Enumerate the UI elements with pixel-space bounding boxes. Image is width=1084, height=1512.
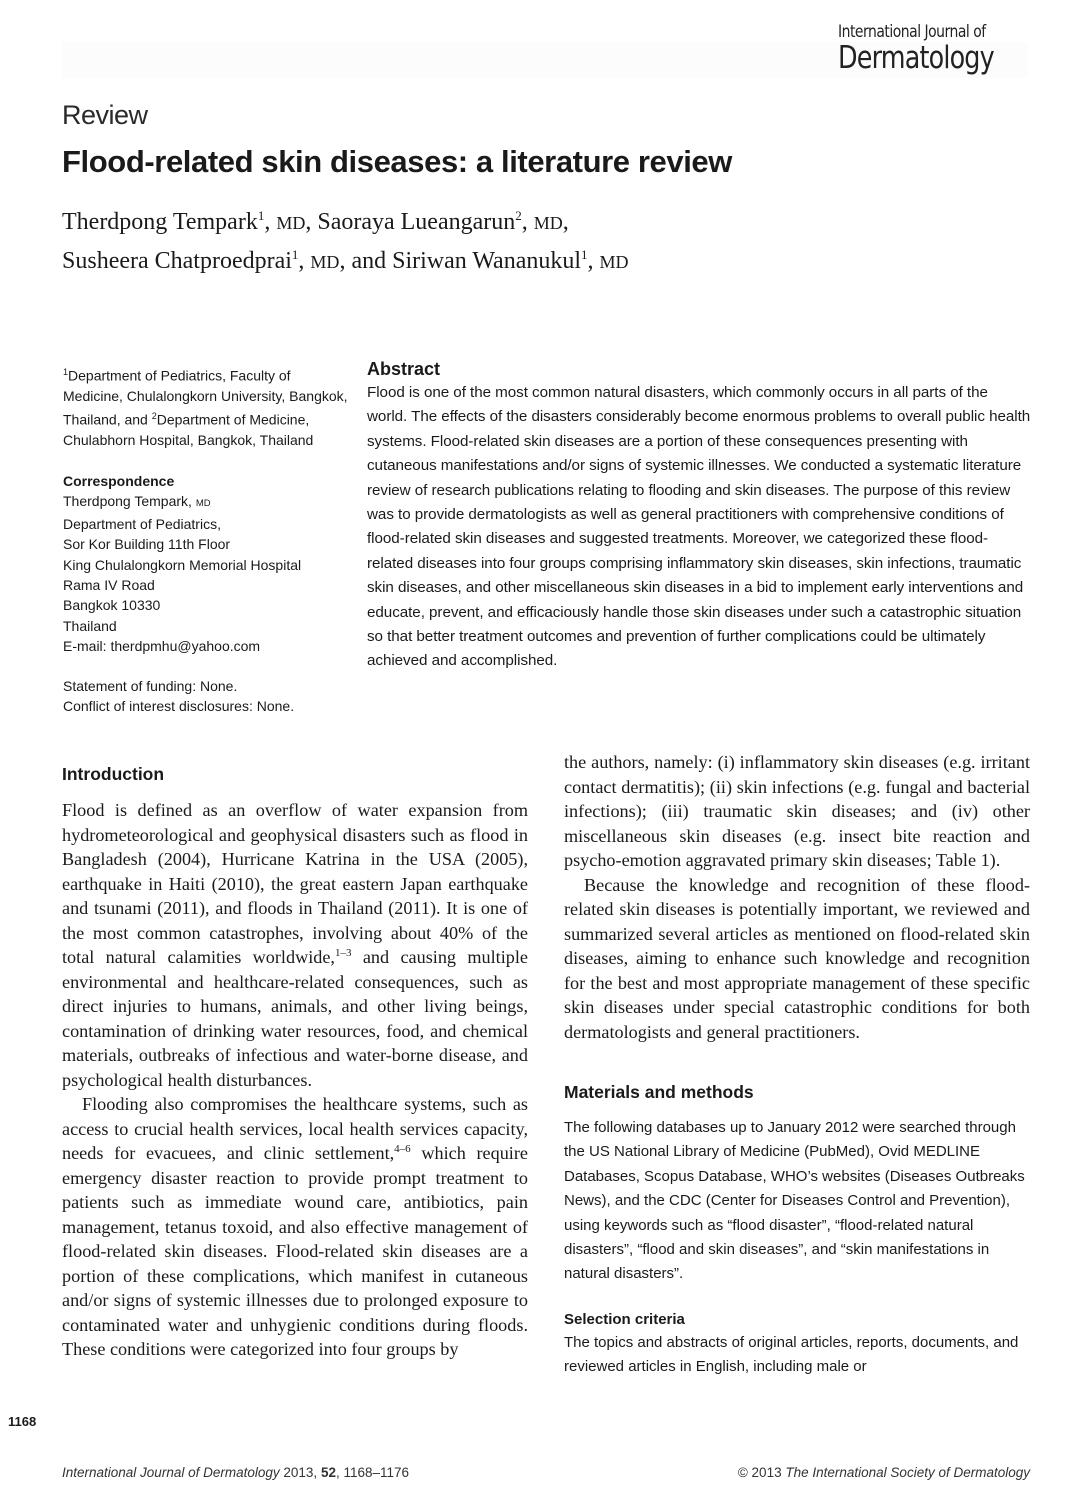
address-line: Thailand [63,617,117,634]
footer-copyright [738,1465,1030,1480]
author-line-1: Therdpong Tempark$^1$, MD, Saoraya Lueangarun$^2$, MD, [62,208,569,235]
author-degree: MD [276,213,306,233]
author-list [62,200,629,278]
copyright-holder: The International Society of Dermatology [785,1465,1030,1480]
author-line-2: Susheera Chatproedprai$^1$, MD, and Siriwan Wananukul$^1$, MD [62,247,629,274]
journal-logo-line2: Dermatology [837,40,994,76]
methods-heading: Materials and methods [564,1082,754,1102]
left-column [62,762,528,1362]
author-name: Siriwan Wananukul [392,248,582,274]
journal-logo-line1: International Journal of [837,22,986,42]
author-name: Saoraya Lueangarun [317,209,516,235]
page-number: 1168 [8,1414,37,1429]
affiliation-mark: 2 [515,208,522,223]
intro-paragraph-2: Flooding also compromises the healthcare systems, such as access to crucial health services, local health services capacity, needs for evacuees, and clinic settlement,$^{4-6}$ which require emergency disaster reaction to provide prompt treatment to patients such as immediate wound care, antibiotics, pain management, tetanus toxoid, and also effective management of flood-related skin diseases. Flood-related skin diseases are a portion of these complications, which manifest in cutaneous and/or signs of systemic illnesses due to prolonged exposure to contaminated water and unhygienic conditions during floods. These conditions were categorized into four groups by [62,1094,528,1359]
author-degree: MD [310,252,340,272]
citation-ref[interactable]: 4–6 [394,1142,411,1155]
abstract-heading: Abstract [367,359,441,379]
affiliation-mark: 1 [581,247,588,262]
author-conjunction: and [351,248,387,274]
footer-volume: 52 [320,1465,336,1480]
selection-criteria-text: The topics and abstracts of original articles, reports, documents, and reviewed articles in English, including male or [564,1333,1019,1376]
introduction-heading: Introduction [62,764,165,784]
right-column [564,750,1030,1380]
abstract [367,357,1032,674]
address-line: Bangkok 10330 [63,597,161,614]
funding-statement: Statement of funding: None. [63,678,238,695]
footer-year: 2013, [283,1465,318,1480]
author-name: Susheera Chatproedprai [62,248,292,274]
abstract-text: Flood is one of the most common natural disasters, which commonly occurs in all parts of the world. The effects of the disasters considerably become enormous problems to overall public health systems. Flood-related skin diseases are a portion of these consequences presenting with cutaneous manifestations and/or signs of systemic illnesses. We conducted a systematic literature review of research publications relating to flooding and skin diseases. The purpose of this review was to provide dermatologists as well as general practitioners with comprehensive conditions of flood-related skin diseases and suggested treatments. Moreover, we categorized these flood-related diseases into four groups comprising inflammatory skin diseases, skin infections, traumatic skin diseases, and other miscellaneous skin diseases in a bid to implement early interventions and educate, prevent, and efficaciously handle those skin diseases under such a catastrophic situation so that better treatment outcomes and prevention of further complications could be ultimately achieved and accomplished. [367,384,1031,670]
journal-logo [838,22,1028,74]
address-line: Rama IV Road [63,576,155,593]
selection-criteria-heading: Selection criteria [564,1310,685,1328]
conflict-statement: Conflict of interest disclosures: None. [63,698,295,715]
intro-paragraph-3: Because the knowledge and recognition of these flood-related skin diseases is potentially important, we reviewed and summarized several articles as mentioned on flood-related skin diseases, aiming to enhance such knowledge and recognition for the best and most appropriate management of these specific skin diseases under special catastrophic conditions for both dermatologists and general practitioners. [564,874,1030,1042]
footer-citation [62,1465,409,1480]
author-degree: MD [533,213,563,233]
intro-paragraph-2-continued: the authors, namely: (i) inflammatory skin diseases (e.g. irritant contact dermatitis); (ii) skin infections (e.g. fungal and bacterial infections); (iii) traumatic skin diseases; and (iv) other miscellaneous skin diseases (e.g. insect bite reaction and psycho-emotion aggravated primary skin diseases; Table 1). [564,752,1030,870]
citation-ref[interactable]: 1–3 [334,946,352,959]
address-line: Department of Pediatrics, [63,516,221,533]
article-type: Review [62,100,148,130]
correspondence-heading: Correspondence [63,472,175,489]
correspondence-name: Therdpong Tempark, MD [63,492,211,509]
address-line: King Chulalongkorn Memorial Hospital [63,556,302,573]
email-link[interactable]: E-mail: therdpmhu@yahoo.com [63,637,261,654]
affiliation-mark: 1 [291,247,299,262]
statements [63,676,353,717]
sidebar-info [63,362,353,717]
intro-paragraph-1: Flood is defined as an overflow of water expansion from hydrometeorological and geophysical disasters such as flood in Bangladesh (2004), Hurricane Katrina in the USA (2005), earthquake in Haiti (2010), the great eastern Japan earthquake and tsunami (2011), and floods in Thailand (2011). It is one of the most common catastrophes, involving about 40% of the total natural calamities worldwide,$^{1-3}$ and causing multiple environmental and healthcare-related consequences, such as direct injuries to humans, animals, and other living beings, contamination of drinking water resources, food, and chemical materials, outbreaks of infectious and water-borne disease, and psychological health disturbances. [62,800,528,1090]
correspondence [63,471,353,657]
article-title: Flood-related skin diseases: a literature review [62,144,732,179]
affiliation-mark: 1 [257,208,265,223]
footer-journal: International Journal of Dermatology [62,1465,280,1480]
address-line: Sor Kor Building 11th Floor [63,536,231,553]
footer-pages: , 1168–1176 [335,1465,410,1480]
author-degree: MD [599,252,629,272]
copyright-year: 2013 [751,1465,782,1480]
author-name: Therdpong Tempark [62,209,258,235]
copyright-icon: © [737,1465,748,1480]
affiliations: $^1$Department of Pediatrics, Faculty of Medicine, Chulalongkorn University, Bangkok, Thailand, and $^2$Department of Medicine, Chulabhorn Hospital, Bangkok, Thailand [63,367,348,449]
methods-text: The following databases up to January 2012 were searched through the US National Library of Medicine (PubMed), Ovid MEDLINE Databases, Scopus Database, WHO’s websites (Diseases Outbreaks News), and the CDC (Center for Diseases Control and Prevention), using keywords such as “flood disaster”, “flood-related natural disasters”, “flood and skin diseases”, and “skin manifestations in natural disasters”. [564,1119,1025,1283]
